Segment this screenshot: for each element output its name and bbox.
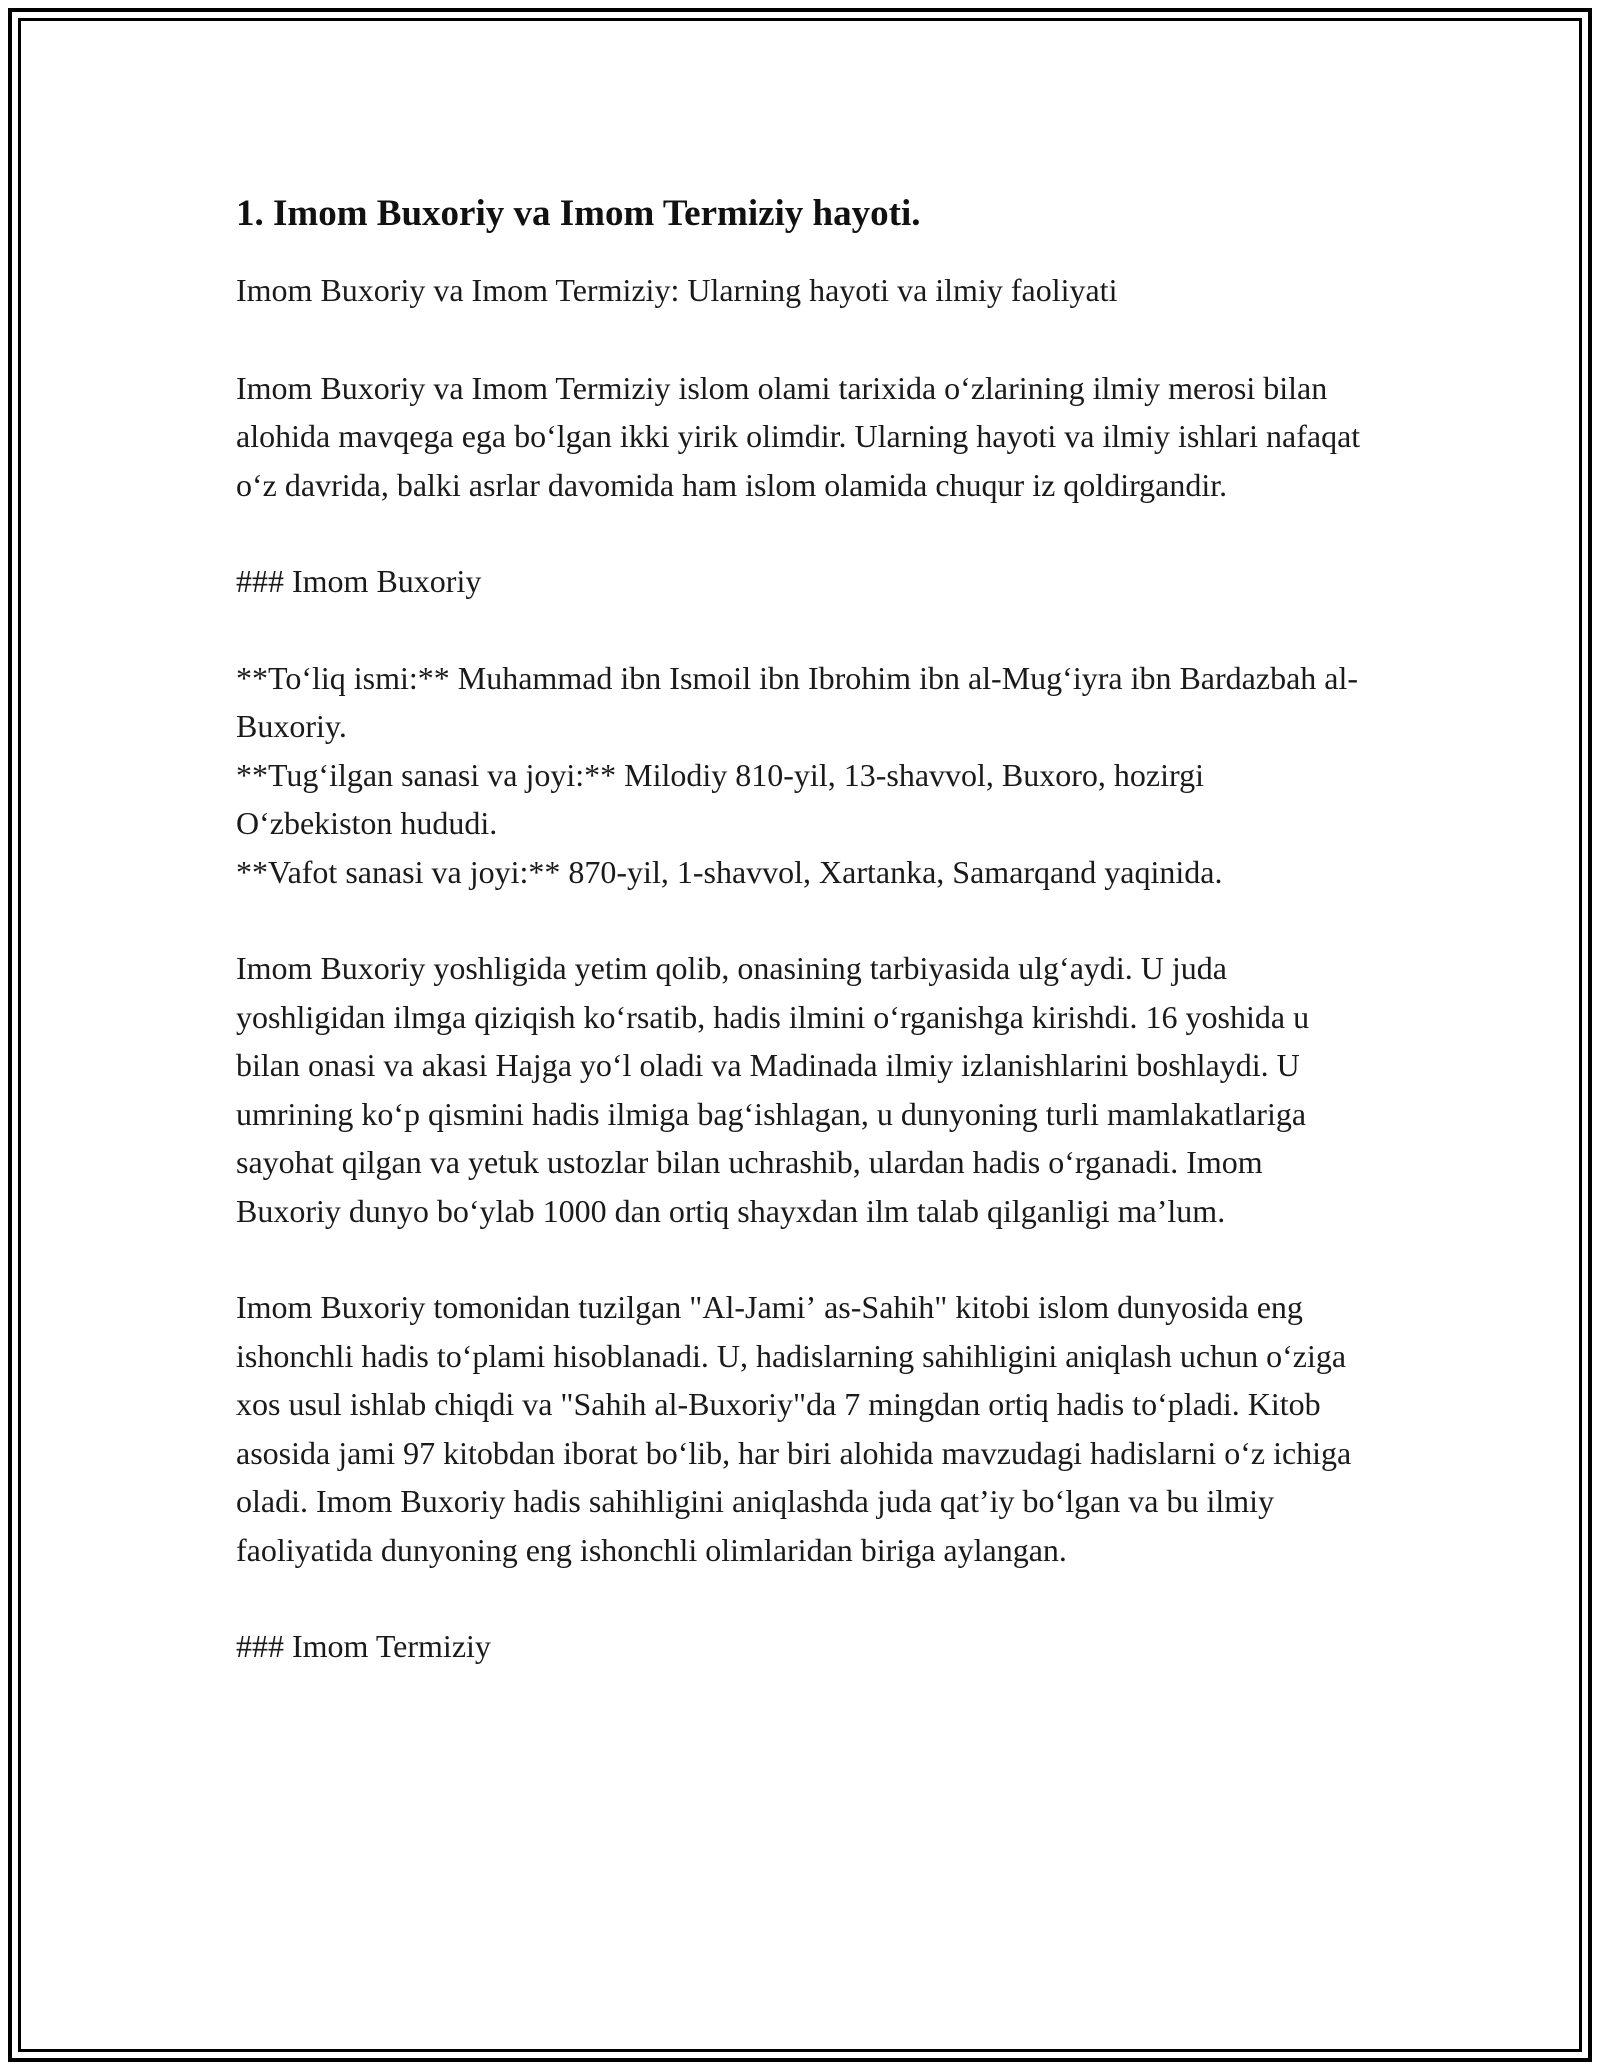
- biography-paragraph: Imom Buxoriy yoshligida yetim qolib, onasining tarbiyasida ulgʻaydi. U juda yoshligidan ilmga qiziqish koʻrsatib, hadis ilmini oʻrganishga kirishdi. 16 yoshida u bilan onasi va akasi Hajga yoʻl oladi va Madinada ilmiy izlanishlarini boshlaydi. U umrining koʻp qismini hadis ilmiga bagʻishlagan, u dunyoning turli mamlakatlariga sayohat qilgan va yetuk ustozlar bilan uchrashib, ulardan hadis oʻrganadi. Imom Buxoriy dunyo boʻylab 1000 dan ortiq shayxdan ilm talab qilganligi maʼlum.: [236, 950, 1310, 1229]
- fact-death: **Vafot sanasi va joyi:** 870-yil, 1-shavvol, Xartanka, Samarqand yaqinida.: [236, 853, 1223, 890]
- document-heading: 1. Imom Buxoriy va Imom Termiziy hayoti.: [236, 193, 921, 234]
- section-heading-buxoriy: ### Imom Buxoriy: [236, 563, 482, 599]
- sahih-paragraph: Imom Buxoriy tomonidan tuzilgan "Al-Jamiʼ as-Sahih" kitobi islom dunyosida eng ishonchli hadis toʻplami hisoblanadi. U, hadislarning sahihligini aniqlash uchun oʻziga xos usul ishlab chiqdi va "Sahih al-Buxoriy"da 7 mingdan ortiq hadis toʻpladi. Kitob asosida jami 97 kitobdan iborat boʻlib, har biri alohida mavzudagi hadislarni oʻz ichiga oladi. Imom Buxoriy hadis sahihligini aniqlashda juda qatʼiy boʻlgan va bu ilmiy faoliyatida dunyoning eng ishonchli olimlaridan biriga aylangan.: [236, 1289, 1352, 1568]
- facts-block: [236, 654, 1366, 897]
- intro-paragraph: Imom Buxoriy va Imom Termiziy islom olami tarixida oʻzlarining ilmiy merosi bilan alohida mavqega ega boʻlgan ikki yirik olimdir. Ularning hayoti va ilmiy ishlari nafaqat oʻz davrida, balki asrlar davomida ham islom olamida chuqur iz qoldirgandir.: [236, 369, 1361, 503]
- fact-birth: **Tugʻilgan sanasi va joyi:** Milodiy 810-yil, 13-shavvol, Buxoro, hozirgi Oʻzbekiston hududi.: [236, 756, 1204, 841]
- document-body: [236, 186, 1366, 1719]
- section-heading-termiziy: ### Imom Termiziy: [236, 1628, 491, 1664]
- fact-full-name: **Toʻliq ismi:** Muhammad ibn Ismoil ibn Ibrohim ibn al-Mugʻiyra ibn Bardazbah al-Buxoriy.: [236, 659, 1359, 744]
- document-subtitle: Imom Buxoriy va Imom Termiziy: Ularning hayoti va ilmiy faoliyati: [236, 272, 1118, 308]
